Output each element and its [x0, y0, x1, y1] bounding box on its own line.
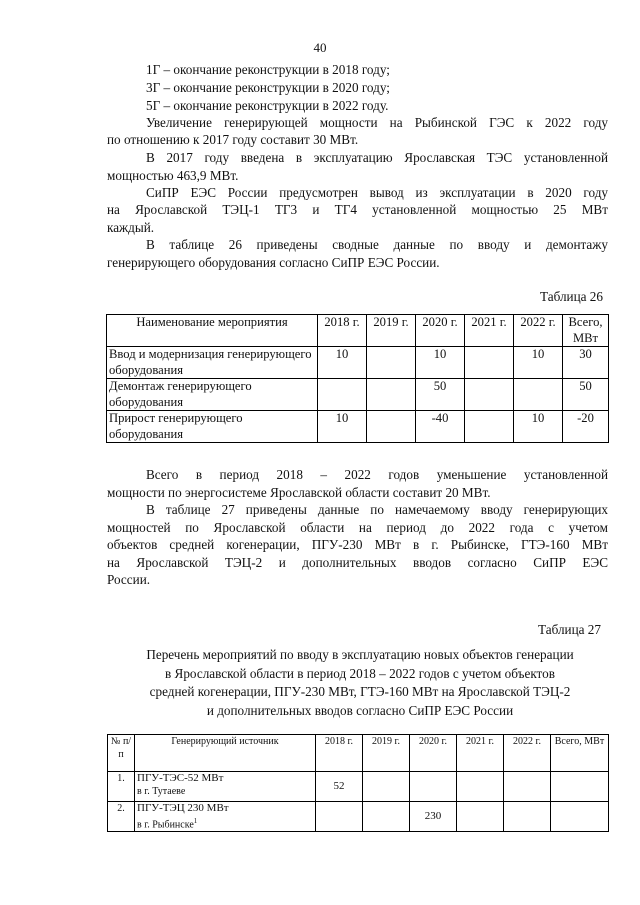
column-header: Наименование мероприятия: [107, 315, 318, 347]
source-name: [135, 772, 316, 802]
table-cell: 10: [514, 411, 563, 443]
column-header: Всего, МВт: [551, 735, 609, 772]
column-header: № п/п: [108, 735, 135, 772]
table-cell: 52: [316, 772, 363, 802]
paragraph-line: России.: [107, 572, 151, 587]
paragraph-line: В таблице 27 приведены данные по намечаемому вводу генерирующих: [146, 502, 608, 517]
table-row: [107, 411, 609, 443]
paragraph-line: на Ярославской ТЭЦ-1 ТГ3 и ТГ4 установленной мощностью 25 МВт: [107, 202, 608, 217]
footnote-marker: 1: [193, 817, 198, 825]
table-row: [107, 347, 609, 379]
column-header: Всего, МВт: [563, 315, 609, 347]
source-name-line: ПГУ-ТЭЦ 230 МВт: [137, 802, 229, 814]
row-number: 1.: [108, 772, 135, 802]
table-cell: [410, 772, 457, 802]
paragraph-line: на Ярославской ТЭЦ-2 и дополнительных вводов согласно СиПР ЕЭС: [107, 555, 608, 570]
table-cell: 50: [416, 379, 465, 411]
column-header: 2018 г.: [316, 735, 363, 772]
paragraph-line: СиПР ЕЭС России предусмотрен вывод из эксплуатации в 2020 году: [146, 185, 608, 200]
table-cell: [367, 379, 416, 411]
page-number: 40: [313, 40, 327, 55]
table-row: [107, 379, 609, 411]
summary-table: [106, 314, 609, 443]
table-cell: [318, 379, 367, 411]
column-header: 2020 г.: [410, 735, 457, 772]
column-header: 2021 г.: [457, 735, 504, 772]
table-cell: [551, 802, 609, 832]
list-item: 3Г – окончание реконструкции в 2020 году;: [146, 80, 390, 95]
paragraph-line: мощностей по Ярославской области на период до 2022 года с учетом: [107, 520, 608, 535]
table-cell: 10: [318, 411, 367, 443]
table-cell: [367, 347, 416, 379]
paragraph-line: Всего в период 2018 – 2022 годов уменьшение установленной: [146, 467, 608, 482]
column-header: Генерирующий источник: [135, 735, 316, 772]
list-item: 1Г – окончание реконструкции в 2018 году;: [146, 62, 390, 77]
table-header-row: [107, 315, 609, 347]
table-title-line: и дополнительных вводов согласно СиПР ЕЭС России: [206, 702, 514, 718]
table-cell: [551, 772, 609, 802]
source-name-line: ПГУ-ТЭС-52 МВт: [137, 772, 224, 784]
table-cell: [465, 379, 514, 411]
table-header-row: [108, 735, 609, 772]
table-cell: 10: [416, 347, 465, 379]
paragraph-line: генерирующего оборудования согласно СиПР ЕЭС России.: [107, 255, 440, 270]
table-cell: 30: [563, 347, 609, 379]
table-cell: [363, 772, 410, 802]
table-cell: 230: [410, 802, 457, 832]
table-cell: [514, 379, 563, 411]
paragraph-line: по отношению к 2017 году составит 30 МВт.: [107, 132, 359, 147]
table-title-line: в Ярославской области в период 2018 – 2022 годов с учетом объектов: [165, 665, 555, 681]
table-cell: [504, 772, 551, 802]
column-header: 2021 г.: [465, 315, 514, 347]
source-location: в г. Тутаеве: [137, 786, 186, 797]
table-cell: [465, 347, 514, 379]
table-cell: [367, 411, 416, 443]
paragraph-line: объектов средней когенерации, ПГУ-230 МВт в г. Рыбинске, ГТЭ-160 МВт: [107, 537, 608, 552]
row-label: Прирост генерирующего оборудования: [107, 411, 318, 443]
source-name: [135, 802, 316, 832]
table-cell: [363, 802, 410, 832]
column-header: 2019 г.: [363, 735, 410, 772]
paragraph-line: В таблице 26 приведены сводные данные по вводу и демонтажу: [146, 237, 608, 252]
table-cell: 10: [514, 347, 563, 379]
table-row: [108, 802, 609, 832]
list-item: 5Г – окончание реконструкции в 2022 году.: [146, 98, 389, 113]
table-cell: [504, 802, 551, 832]
paragraph-line: мощностью 463,9 МВт.: [107, 168, 239, 183]
table-cell: -20: [563, 411, 609, 443]
table-cell: -40: [416, 411, 465, 443]
table-title: [105, 646, 615, 720]
paragraph-line: мощности по энергосистеме Ярославской области составит 20 МВт.: [107, 485, 491, 500]
column-header: 2022 г.: [504, 735, 551, 772]
generation-table: [107, 734, 609, 832]
table-caption: Таблица 27: [538, 622, 601, 637]
table-cell: [457, 772, 504, 802]
table-cell: 10: [318, 347, 367, 379]
column-header: 2018 г.: [318, 315, 367, 347]
column-header: 2019 г.: [367, 315, 416, 347]
table-cell: [457, 802, 504, 832]
source-location-text: в г. Рыбинске: [137, 819, 194, 831]
row-label: Ввод и модернизация генерирующего оборудования: [107, 347, 318, 379]
paragraph-line: В 2017 году введена в эксплуатацию Ярославская ТЭС установленной: [146, 150, 608, 165]
source-location: [137, 815, 313, 831]
table-row: [108, 772, 609, 802]
table-cell: [465, 411, 514, 443]
paragraph-line: Увеличение генерирующей мощности на Рыбинской ГЭС к 2022 году: [146, 115, 608, 130]
table-caption: Таблица 26: [540, 289, 603, 304]
column-header: 2020 г.: [416, 315, 465, 347]
table-title-line: средней когенерации, ПГУ-230 МВт, ГТЭ-160 МВт на Ярославской ТЭЦ-2: [149, 684, 571, 699]
column-header: 2022 г.: [514, 315, 563, 347]
table-cell: [316, 802, 363, 832]
row-number: 2.: [108, 802, 135, 832]
row-label: Демонтаж генерирующего оборудования: [107, 379, 318, 411]
table-cell: 50: [563, 379, 609, 411]
paragraph-line: каждый.: [107, 220, 155, 235]
table-title-line: Перечень мероприятий по вводу в эксплуатацию новых объектов генерации: [146, 647, 574, 662]
